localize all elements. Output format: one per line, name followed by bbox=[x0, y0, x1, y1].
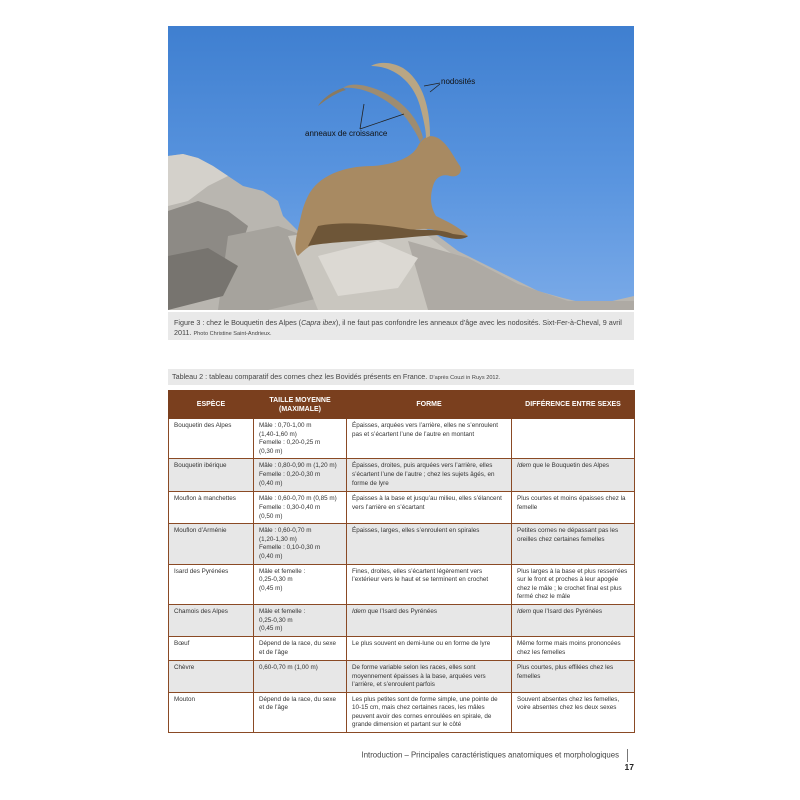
cell-difference: Même forme mais moins prononcées chez les femelles bbox=[512, 636, 635, 660]
idem-label: Idem bbox=[517, 462, 531, 470]
page-footer bbox=[360, 749, 634, 772]
ibex-illustration bbox=[168, 26, 634, 310]
cell-forme: Le plus souvent en demi-lune ou en forme de lyre bbox=[347, 636, 512, 660]
cell-espece: Bouquetin des Alpes bbox=[169, 419, 254, 459]
cell-difference bbox=[512, 604, 635, 636]
photo-credit: Photo Christine Saint-Andrieux. bbox=[193, 330, 272, 337]
cell-forme bbox=[347, 604, 512, 636]
cell-difference bbox=[512, 419, 635, 459]
table-header-row bbox=[169, 391, 635, 419]
cell-difference bbox=[512, 459, 635, 492]
footer-section: Introduction – Principales caractéristiques anatomiques et morphologiques bbox=[361, 750, 619, 760]
caption-latin: Capra ibex bbox=[301, 318, 336, 327]
cell-taille: Mâle : 0,70-1,00 m (1,40-1,60 m) Femelle : 0,20-0,25 m (0,30 m) bbox=[254, 419, 347, 459]
table-row bbox=[169, 524, 635, 564]
cell-forme-text: que l’Isard des Pyrénées bbox=[367, 607, 438, 615]
table-row bbox=[169, 636, 635, 660]
cell-espece: Mouflon d’Arménie bbox=[169, 524, 254, 564]
table-row bbox=[169, 459, 635, 492]
cell-espece: Bœuf bbox=[169, 636, 254, 660]
cell-taille: Mâle et femelle : 0,25-0,30 m (0,45 m) bbox=[254, 604, 347, 636]
caption-pre: Figure 3 : chez le Bouquetin des Alpes ( bbox=[174, 318, 302, 327]
cell-difference: Plus courtes, plus effilées chez les femelles bbox=[512, 660, 635, 692]
cell-espece: Isard des Pyrénées bbox=[169, 564, 254, 604]
cell-forme: Épaisses, arquées vers l’arrière, elles ne s’enroulent pas et s’écartent l’une de l’autre en montant bbox=[347, 419, 512, 459]
header-taille: TAILLE MOYENNE (MAXIMALE) bbox=[254, 391, 347, 419]
header-forme: FORME bbox=[347, 391, 512, 419]
cell-difference: Petites cornes ne dépassant pas les oreilles chez certaines femelles bbox=[512, 524, 635, 564]
cell-espece: Bouquetin ibérique bbox=[169, 459, 254, 492]
cell-forme: Fines, droites, elles s’écartent légèrement vers l’extérieur vers le haut et se terminent en crochet bbox=[347, 564, 512, 604]
annotation-nodosites: nodosités bbox=[441, 77, 476, 86]
table-row bbox=[169, 419, 635, 459]
table-row bbox=[169, 604, 635, 636]
cell-forme: Les plus petites sont de forme simple, une pointe de 10-15 cm, mais chez certaines races, les mâles peuvent avoir des cornes enroulées en spirale, de grande dimension et partant sur le côté bbox=[347, 692, 512, 732]
cell-difference-text: que le Bouquetin des Alpes bbox=[532, 462, 610, 470]
cell-espece: Mouton bbox=[169, 692, 254, 732]
header-espece: ESPÈCE bbox=[169, 391, 254, 419]
cell-espece: Chèvre bbox=[169, 660, 254, 692]
table-row bbox=[169, 660, 635, 692]
cell-taille: Dépend de la race, du sexe et de l’âge bbox=[254, 636, 347, 660]
cell-forme: Épaisses, larges, elles s’enroulent en spirales bbox=[347, 524, 512, 564]
table-row bbox=[169, 692, 635, 732]
cell-forme: De forme variable selon les races, elles sont moyennement épaisses à la base, arquées vers l’arrière, et s’enroulent parfois bbox=[347, 660, 512, 692]
table-reference: D’après Couzi in Ruys 2012. bbox=[429, 375, 501, 381]
idem-label: Idem bbox=[517, 607, 531, 615]
cell-espece: Chamois des Alpes bbox=[169, 604, 254, 636]
cell-difference: Souvent absentes chez les femelles, voire absentes chez les deux sexes bbox=[512, 692, 635, 732]
cell-espece: Mouflon à manchettes bbox=[169, 492, 254, 524]
cell-difference: Plus courtes et moins épaisses chez la femelle bbox=[512, 492, 635, 524]
table-row bbox=[169, 492, 635, 524]
idem-label: Idem bbox=[352, 607, 366, 615]
cell-difference-text: que l’Isard des Pyrénées bbox=[532, 607, 603, 615]
cell-taille: Mâle : 0,60-0,70 m (0,85 m) Femelle : 0,30-0,40 m (0,50 m) bbox=[254, 492, 347, 524]
annotation-anneaux: anneaux de croissance bbox=[305, 129, 388, 138]
cell-forme: Épaisses, droites, puis arquées vers l’arrière, elles s’écartent l’une de l’autre ; chez les sujets âgés, en forme de lyre bbox=[347, 459, 512, 492]
header-difference: DIFFÉRENCE ENTRE SEXES bbox=[512, 391, 635, 419]
cell-taille: Mâle : 0,80-0,90 m (1,20 m) Femelle : 0,20-0,30 m (0,40 m) bbox=[254, 459, 347, 492]
caption-post: ), il ne faut pas confondre les anneaux d’âge avec les nodosités. Sixt-Fer-à-Cheval, 9 avril 2011. bbox=[174, 318, 622, 337]
cell-forme: Épaisses à la base et jusqu’au milieu, elles s’élancent vers l’arrière en s’écartant bbox=[347, 492, 512, 524]
footer-divider bbox=[627, 749, 628, 762]
table-title-text: Tableau 2 : tableau comparatif des cornes chez les Bovidés présents en France. bbox=[172, 372, 428, 381]
ibex-photo bbox=[168, 26, 634, 310]
cell-taille: Mâle : 0,60-0,70 m (1,20-1,30 m) Femelle : 0,10-0,30 m (0,40 m) bbox=[254, 524, 347, 564]
cell-taille: 0,60-0,70 m (1,00 m) bbox=[254, 660, 347, 692]
table-title bbox=[168, 369, 634, 385]
page-number: 17 bbox=[624, 762, 634, 772]
comparison-table bbox=[168, 390, 635, 733]
table-row bbox=[169, 564, 635, 604]
figure-caption bbox=[168, 312, 634, 340]
cell-taille: Dépend de la race, du sexe et de l’âge bbox=[254, 692, 347, 732]
cell-difference: Plus larges à la base et plus resserrées sur le front et proches à leur apogée chez le mâle ; le crochet final est plus fermé chez le mâle bbox=[512, 564, 635, 604]
cell-taille: Mâle et femelle : 0,25-0,30 m (0,45 m) bbox=[254, 564, 347, 604]
